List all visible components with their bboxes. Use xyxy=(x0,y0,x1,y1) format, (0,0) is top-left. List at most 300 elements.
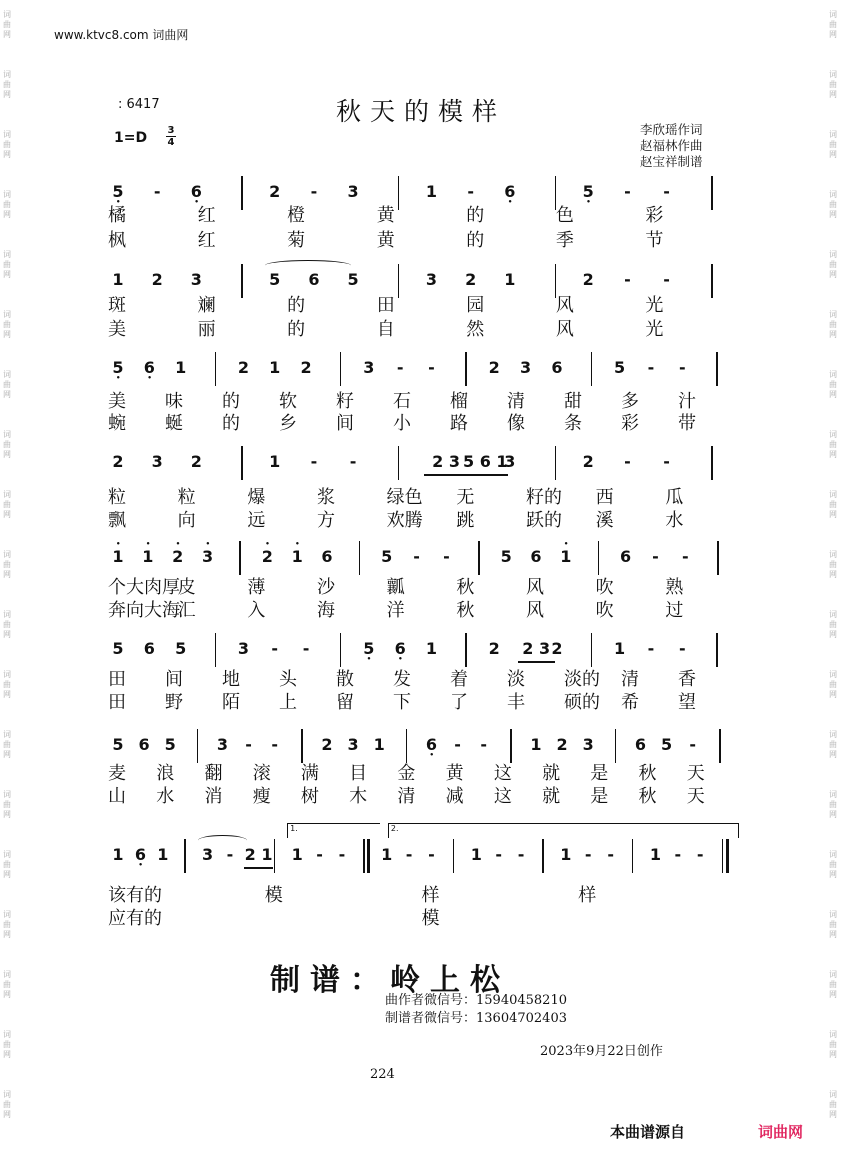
lyric-verse-1: 的 xyxy=(466,205,485,226)
note: 5 xyxy=(500,547,512,566)
lyric-verse-2: 远 xyxy=(247,510,266,531)
lyric-verse-2: 美 xyxy=(108,319,126,340)
watermark-char: 网 xyxy=(829,270,837,279)
watermark-char: 词 xyxy=(3,370,11,379)
site-url[interactable]: www.ktvc8.com 词曲网 xyxy=(54,28,189,42)
watermark-char: 曲 xyxy=(829,1040,837,1049)
note: - xyxy=(624,270,631,289)
note: 5 xyxy=(112,735,124,754)
watermark-char: 曲 xyxy=(829,860,837,869)
lyric-verse-1: 橙 xyxy=(287,205,306,226)
notation-wechat: 制谱者微信号：13604702403 xyxy=(385,1011,567,1026)
lyric-verse-2: 向 xyxy=(177,510,196,531)
watermark-char: 网 xyxy=(829,870,837,879)
lyric-verse-1: 瓤 xyxy=(386,577,405,598)
note: 6 • xyxy=(500,180,520,204)
watermark-char: 网 xyxy=(3,30,11,39)
slur xyxy=(265,260,351,271)
barline xyxy=(555,264,557,298)
barline xyxy=(184,839,186,873)
lyric-verse-1: 光 xyxy=(645,295,664,316)
lyric-verse-2: 留 xyxy=(336,692,354,713)
watermark-char: 网 xyxy=(829,390,837,399)
lyric-verse-2: 望 xyxy=(678,692,696,713)
note: 2 3 xyxy=(432,452,461,471)
note: 5 xyxy=(661,735,673,754)
lyric-verse-1: 淡的 xyxy=(564,669,600,690)
note: - xyxy=(443,547,450,566)
barline xyxy=(241,446,243,480)
watermark-char: 曲 xyxy=(3,80,11,89)
note: 1 xyxy=(470,845,482,864)
note: - xyxy=(413,547,420,566)
watermark-char: 词 xyxy=(3,250,11,259)
barline xyxy=(465,352,467,386)
note: - xyxy=(663,452,670,471)
watermark-char: 词 xyxy=(3,610,11,619)
watermark-char: 曲 xyxy=(3,680,11,689)
note: 6 xyxy=(634,735,647,754)
watermark-char: 曲 xyxy=(3,800,11,809)
lyric-verse-1: 模 xyxy=(264,885,283,906)
note: - xyxy=(678,639,686,658)
lyric-verse-2: 条 xyxy=(564,413,582,434)
watermark-char: 网 xyxy=(829,1050,837,1059)
watermark-char: 网 xyxy=(829,810,837,819)
note: 3 xyxy=(190,270,202,289)
note: 1 xyxy=(269,358,281,377)
note: 1 xyxy=(425,639,438,658)
lyric-verse-2: 欢腾 xyxy=(386,510,423,531)
note: • 1 xyxy=(556,545,576,569)
note: - xyxy=(647,358,655,377)
lyric-verse-1: 地 xyxy=(222,669,240,690)
note: 1 xyxy=(530,735,542,754)
note: - xyxy=(428,358,435,377)
watermark-char: 词 xyxy=(829,910,837,919)
lyric-verse-1: 榴 xyxy=(450,391,468,412)
watermark-char: 曲 xyxy=(3,1100,11,1109)
watermark-char: 曲 xyxy=(829,80,837,89)
barline xyxy=(239,541,241,575)
barline xyxy=(716,633,718,667)
note: - xyxy=(689,735,697,754)
note: 1 xyxy=(157,845,169,864)
watermark-char: 词 xyxy=(829,310,837,319)
note: 2 xyxy=(300,358,312,377)
lyric-verse-2: 陌 xyxy=(222,692,240,713)
watermark-char: 网 xyxy=(3,210,11,219)
barline xyxy=(241,264,243,298)
watermark-char: 网 xyxy=(829,210,837,219)
note: - xyxy=(428,845,435,864)
barline xyxy=(215,633,217,667)
lyric-verse-1: 沙 xyxy=(317,577,335,598)
lyric-verse-2: 过 xyxy=(665,600,684,621)
note: - xyxy=(663,182,670,201)
barline xyxy=(215,352,217,386)
watermark-char: 曲 xyxy=(3,920,11,929)
lyric-verse-1: 目 xyxy=(349,763,368,784)
watermark-char: 网 xyxy=(829,750,837,759)
note: 1 xyxy=(381,845,393,864)
watermark-char: 网 xyxy=(829,1110,837,1119)
note: 2 xyxy=(112,452,124,471)
watermark-char: 词 xyxy=(829,190,837,199)
lyric-verse-2: 丽 xyxy=(197,319,216,340)
barline xyxy=(717,541,719,575)
watermark-char: 网 xyxy=(3,510,11,519)
lyric-verse-1: 满 xyxy=(300,763,319,784)
lyric-verse-2: 黄 xyxy=(376,230,395,251)
watermark-char: 词 xyxy=(3,1030,11,1039)
note: 5 xyxy=(175,639,187,658)
lyric-verse-1: 就 xyxy=(542,763,561,784)
watermark-char: 词 xyxy=(829,610,837,619)
watermark-char: 词 xyxy=(829,730,837,739)
lyric-verse-1: 汁 xyxy=(678,391,696,412)
lyric-verse-1: 石 xyxy=(393,391,411,412)
note: 5 xyxy=(269,270,281,289)
note: • 3 xyxy=(198,545,218,569)
lyric-verse-2: 希 xyxy=(621,692,639,713)
barline xyxy=(453,839,455,873)
lyric-verse-2: 瘦 xyxy=(252,786,271,807)
signature: 制谱：岭上松 xyxy=(270,963,510,998)
watermark-char: 网 xyxy=(3,450,11,459)
lyric-verse-2: 跃的 xyxy=(526,510,562,531)
brand-label[interactable]: 词曲网 xyxy=(758,1123,804,1141)
watermark-char: 词 xyxy=(829,70,837,79)
watermark-char: 曲 xyxy=(3,200,11,209)
watermark-char: 网 xyxy=(3,750,11,759)
note: - xyxy=(245,735,252,754)
watermark-char: 词 xyxy=(3,790,11,799)
lyric-verse-2: 菊 xyxy=(287,230,306,251)
volta-1: 1. xyxy=(287,823,380,838)
watermark-char: 曲 xyxy=(3,1040,11,1049)
lyric-verse-2: 山 xyxy=(108,786,126,807)
watermark-char: 曲 xyxy=(829,740,837,749)
lyric-verse-1: 样 xyxy=(421,885,440,906)
lyric-verse-1: 样 xyxy=(578,885,597,906)
watermark-char: 词 xyxy=(3,10,11,19)
volta-2: 2. xyxy=(388,823,739,838)
watermark-char: 曲 xyxy=(829,620,837,629)
lyric-verse-1: 的 xyxy=(287,295,306,316)
lyric-verse-2: 汇 xyxy=(177,600,196,621)
lyric-verse-1: 瓜 xyxy=(665,487,684,508)
barline xyxy=(398,446,400,480)
watermark-char: 曲 xyxy=(3,320,11,329)
note: 2 xyxy=(190,452,202,471)
beam-underline xyxy=(463,474,508,476)
note: - xyxy=(454,735,461,754)
note: - xyxy=(674,845,682,864)
lyric-verse-1: 浪 xyxy=(156,763,175,784)
watermark-char: 网 xyxy=(3,870,11,879)
note: 2 xyxy=(556,735,568,754)
note: 2 xyxy=(582,270,594,289)
barline xyxy=(722,839,724,873)
watermark-char: 词 xyxy=(829,490,837,499)
watermark-char: 曲 xyxy=(829,440,837,449)
note: 5 • xyxy=(108,180,128,204)
lyric-verse-1: 个大肉厚 xyxy=(108,577,180,598)
barline xyxy=(716,352,718,386)
barline xyxy=(615,729,617,763)
lyric-verse-2: 的 xyxy=(466,230,485,251)
note: 2 xyxy=(321,735,333,754)
watermark-char: 网 xyxy=(829,570,837,579)
lyric-verse-1: 黄 xyxy=(376,205,395,226)
creation-date: 2023年9月22日创作 xyxy=(540,1044,663,1059)
watermark-char: 词 xyxy=(3,970,11,979)
note: 6 • xyxy=(390,637,410,661)
watermark-char: 网 xyxy=(829,30,837,39)
lyric-verse-1: 清 xyxy=(621,669,639,690)
watermark-char: 曲 xyxy=(829,980,837,989)
lyric-verse-2: 风 xyxy=(526,600,544,621)
watermark-char: 网 xyxy=(3,150,11,159)
lyric-verse-1: 清 xyxy=(507,391,525,412)
watermark-char: 词 xyxy=(829,1030,837,1039)
note: - xyxy=(652,547,659,566)
note: - xyxy=(663,270,670,289)
watermark-char: 词 xyxy=(3,490,11,499)
watermark-char: 词 xyxy=(829,550,837,559)
lyric-verse-2: 减 xyxy=(445,786,464,807)
watermark-char: 词 xyxy=(3,850,11,859)
watermark-char: 词 xyxy=(3,670,11,679)
watermark-char: 网 xyxy=(3,390,11,399)
watermark-char: 曲 xyxy=(3,20,11,29)
watermark-char: 网 xyxy=(3,570,11,579)
watermark-char: 网 xyxy=(829,510,837,519)
watermark-char: 曲 xyxy=(3,560,11,569)
lyric-verse-1: 斓 xyxy=(197,295,216,316)
key-signature: 1=D xyxy=(114,130,148,146)
watermark-char: 词 xyxy=(3,430,11,439)
barline xyxy=(711,176,713,210)
lyric-verse-1: 粒 xyxy=(108,487,126,508)
watermark-char: 网 xyxy=(829,90,837,99)
note: 5 xyxy=(112,639,124,658)
lyric-verse-2: 路 xyxy=(450,413,468,434)
watermark-char: 曲 xyxy=(3,740,11,749)
note: 3 xyxy=(504,452,516,471)
note: 1 xyxy=(175,358,187,377)
lyric-verse-2: 节 xyxy=(645,230,664,251)
watermark-char: 网 xyxy=(3,690,11,699)
lyric-verse-1: 色 xyxy=(555,205,574,226)
lyric-verse-1: 风 xyxy=(555,295,574,316)
note: 3 xyxy=(237,639,249,658)
lyric-verse-1: 头 xyxy=(279,669,297,690)
watermark-char: 曲 xyxy=(829,500,837,509)
note: 2 xyxy=(551,639,563,658)
note: 6 • xyxy=(422,733,442,757)
watermark-char: 网 xyxy=(3,630,11,639)
watermark-char: 网 xyxy=(3,930,11,939)
lyric-verse-1: 田 xyxy=(108,669,126,690)
note: 1 xyxy=(504,270,516,289)
note: - xyxy=(624,452,631,471)
barline xyxy=(591,633,593,667)
lyric-verse-2: 然 xyxy=(466,319,485,340)
watermark-char: 曲 xyxy=(829,920,837,929)
lyric-verse-2: 树 xyxy=(300,786,319,807)
note: 6 xyxy=(619,547,632,566)
note: - xyxy=(310,182,318,201)
note: 6 • xyxy=(186,180,206,204)
note: 5 xyxy=(381,547,393,566)
lyric-verse-2: 光 xyxy=(645,319,664,340)
watermark-char: 网 xyxy=(3,90,11,99)
watermark-char: 曲 xyxy=(829,260,837,269)
note: - xyxy=(316,845,323,864)
note: 3 xyxy=(519,358,532,377)
lyric-verse-1: 翻 xyxy=(204,763,223,784)
note: 1 xyxy=(425,182,438,201)
lyric-verse-2: 小 xyxy=(393,413,411,434)
lyric-verse-1: 籽 xyxy=(336,391,354,412)
credits xyxy=(640,122,703,170)
watermark-char: 词 xyxy=(3,310,11,319)
note: 3 xyxy=(151,452,163,471)
lyric-verse-1: 橘 xyxy=(108,205,126,226)
barline xyxy=(465,633,467,667)
watermark-char: 网 xyxy=(3,1110,11,1119)
barline xyxy=(711,446,713,480)
watermark-char: 曲 xyxy=(829,380,837,389)
watermark-char: 曲 xyxy=(3,260,11,269)
watermark-char: 词 xyxy=(829,250,837,259)
lyric-verse-2: 彩 xyxy=(621,413,639,434)
watermark-char: 词 xyxy=(829,970,837,979)
watermark-char: 曲 xyxy=(3,860,11,869)
watermark-char: 网 xyxy=(3,330,11,339)
watermark-char: 曲 xyxy=(3,140,11,149)
barline xyxy=(359,541,361,575)
watermark-char: 词 xyxy=(3,550,11,559)
lyric-verse-1: 吹 xyxy=(595,577,614,598)
note: 2 1 xyxy=(244,845,273,864)
note: - xyxy=(495,845,502,864)
note: - xyxy=(696,845,704,864)
barline xyxy=(197,729,199,763)
note: 6 • xyxy=(139,356,159,380)
watermark-char: 网 xyxy=(3,1050,11,1059)
lyric-verse-2: 间 xyxy=(336,413,354,434)
lyric-verse-1: 淡 xyxy=(507,669,525,690)
watermark-char: 网 xyxy=(3,270,11,279)
lyric-verse-1: 皮 xyxy=(177,577,196,598)
watermark-char: 曲 xyxy=(829,320,837,329)
lyricist-credit: 李欣瑶作词 xyxy=(640,122,703,137)
watermark-char: 曲 xyxy=(829,560,837,569)
lyric-verse-1: 粒 xyxy=(177,487,196,508)
lyric-verse-1: 黄 xyxy=(445,763,464,784)
lyric-verse-2: 上 xyxy=(279,692,297,713)
note: • 2 xyxy=(257,545,277,569)
note: - xyxy=(607,845,614,864)
note: 6 xyxy=(138,735,150,754)
watermark-char: 网 xyxy=(829,630,837,639)
final-barline xyxy=(367,839,370,873)
barline xyxy=(406,729,408,763)
note: 5 • xyxy=(359,637,379,661)
note: 6 xyxy=(551,358,563,377)
lyric-verse-2: 溪 xyxy=(595,510,614,531)
lyric-verse-2: 季 xyxy=(555,230,574,251)
watermark-char: 词 xyxy=(829,850,837,859)
lyric-verse-2: 水 xyxy=(156,786,175,807)
lyric-verse-2: 丰 xyxy=(507,692,525,713)
barline xyxy=(301,729,303,763)
lyric-verse-2: 的 xyxy=(222,413,240,434)
watermark-char: 词 xyxy=(829,1090,837,1099)
note: • 2 xyxy=(168,545,188,569)
watermark-char: 曲 xyxy=(829,200,837,209)
time-signature xyxy=(166,125,176,148)
watermark-char: 词 xyxy=(829,10,837,19)
lyric-verse-2: 蜿 xyxy=(108,413,126,434)
note: - xyxy=(517,845,525,864)
note: 2 xyxy=(237,358,249,377)
note: - xyxy=(647,639,655,658)
time-sig-numerator: 3 xyxy=(167,125,175,136)
note: - xyxy=(624,182,631,201)
watermark-char: 网 xyxy=(829,930,837,939)
barline xyxy=(542,839,544,873)
lyric-verse-2: 枫 xyxy=(108,230,126,251)
watermark-char: 词 xyxy=(829,670,837,679)
lyric-verse-1: 天 xyxy=(686,763,705,784)
watermark-char: 曲 xyxy=(829,20,837,29)
watermark-char: 词 xyxy=(3,70,11,79)
watermark-char: 曲 xyxy=(3,500,11,509)
time-sig-denominator: 4 xyxy=(167,137,175,148)
note: - xyxy=(302,639,310,658)
note: - xyxy=(271,735,279,754)
lyric-verse-2: 秋 xyxy=(638,786,657,807)
note: - xyxy=(396,358,404,377)
lyric-verse-1: 金 xyxy=(397,763,416,784)
note: 2 xyxy=(465,270,477,289)
note: 6 xyxy=(530,547,542,566)
lyric-verse-1: 风 xyxy=(526,577,544,598)
note: - xyxy=(153,182,161,201)
note: - xyxy=(480,735,488,754)
watermark-char: 曲 xyxy=(3,980,11,989)
lyric-verse-1: 的 xyxy=(222,391,240,412)
watermark-char: 词 xyxy=(3,910,11,919)
lyric-verse-2: 蜒 xyxy=(165,413,183,434)
lyric-verse-2: 秋 xyxy=(456,600,475,621)
lyric-verse-2: 洋 xyxy=(386,600,405,621)
lyric-verse-2: 入 xyxy=(247,600,266,621)
watermark-char: 曲 xyxy=(3,380,11,389)
note: 5 6 1 xyxy=(463,452,508,471)
lyric-verse-1: 绿色 xyxy=(386,487,423,508)
barline xyxy=(340,633,342,667)
lyric-verse-2: 水 xyxy=(665,510,684,531)
watermark-char: 词 xyxy=(829,370,837,379)
lyric-verse-2: 硕的 xyxy=(564,692,600,713)
lyric-verse-1: 彩 xyxy=(645,205,664,226)
watermark-char: 词 xyxy=(3,1090,11,1099)
